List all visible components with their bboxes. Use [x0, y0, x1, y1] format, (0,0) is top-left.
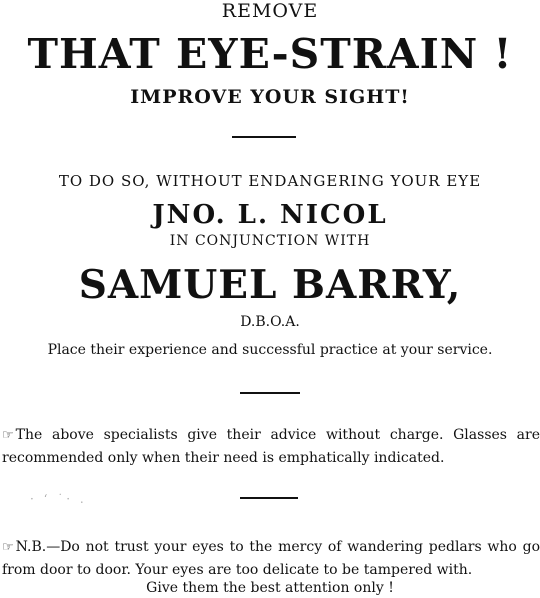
name-barry: SAMUEL BARRY,: [78, 262, 462, 308]
specialists-paragraph: [2, 424, 540, 469]
specialists-text: The above specialists give their advice without charge. Glasses are recommended only when their need is emphatically indicated.: [2, 427, 540, 466]
divider-2: [240, 392, 300, 394]
conjunction-text: IN CONJUNCTION WITH: [169, 233, 371, 249]
name-nicol: JNO. L. NICOL: [152, 200, 388, 230]
headline: THAT EYE-STRAIN !: [27, 30, 513, 78]
nb-text: N.B.—Do not trust your eyes to the mercy of wandering pedlars who go from door to door. Your eyes are too delicate to be tampered with.: [2, 539, 540, 578]
subheadline: IMPROVE YOUR SIGHT!: [130, 86, 410, 108]
service-line: Place their experience and successful practice at your service.: [47, 342, 493, 358]
faint-marks: · ʻ ˙· .: [30, 492, 87, 506]
divider-3: [240, 497, 298, 499]
nb-hand-glyph: ☞: [2, 540, 14, 555]
intro-text: TO DO SO, WITHOUT ENDANGERING YOUR EYE: [58, 172, 482, 190]
pointing-hand-glyph: ☞: [2, 428, 14, 443]
header-remove: REMOVE: [221, 0, 319, 22]
divider-1: [232, 136, 296, 138]
nb-paragraph: [2, 536, 540, 581]
closing-line: Give them the best attention only !: [146, 580, 394, 596]
credentials: D.B.O.A.: [240, 314, 300, 330]
